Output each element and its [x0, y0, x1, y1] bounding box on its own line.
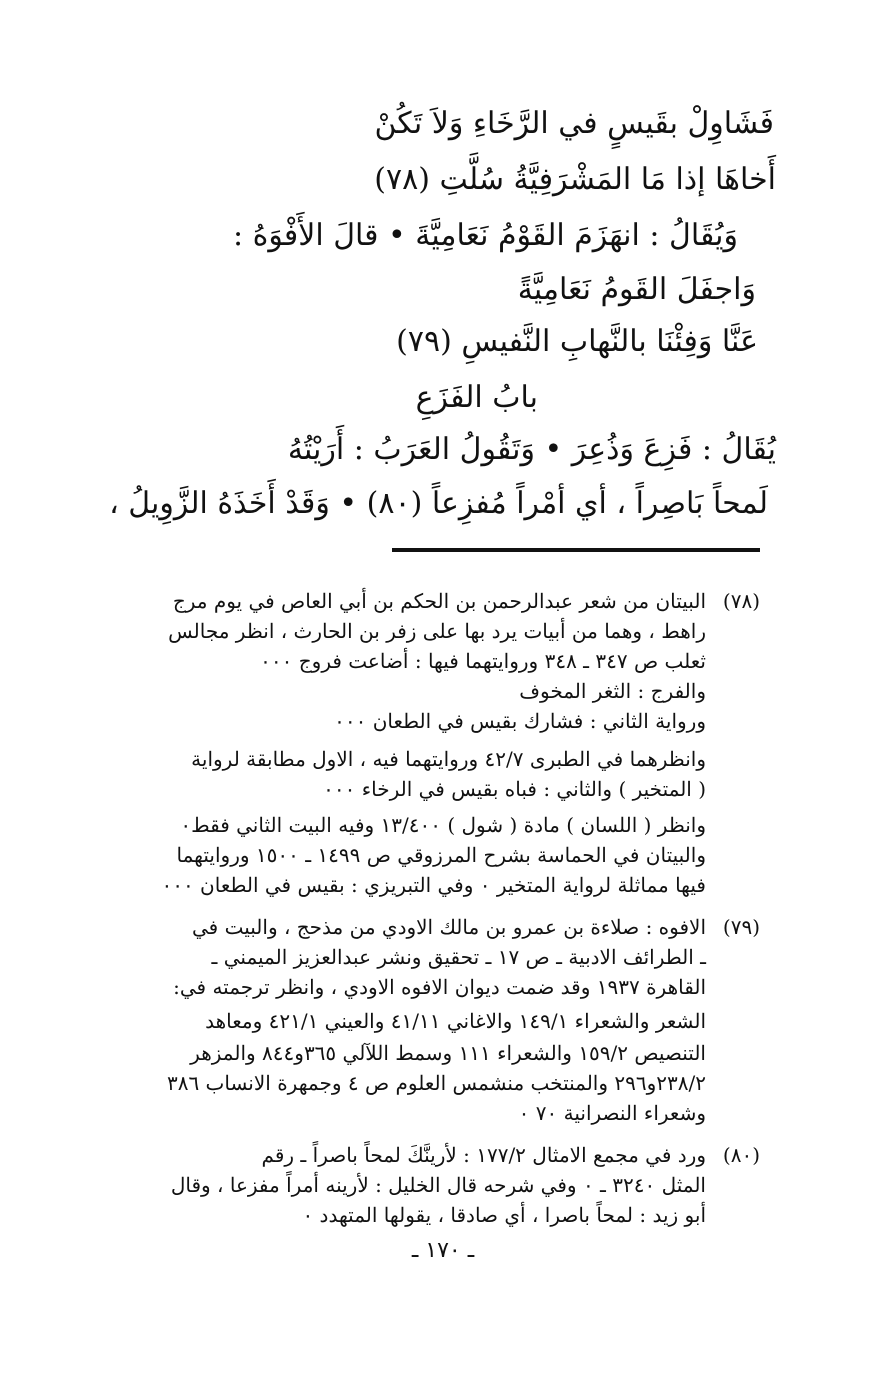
footnote-79-line-1: الافوه : صلاءة بن عمرو بن مالك الاودي من مذحج ، والبيت في	[192, 915, 706, 939]
footnote-divider	[392, 548, 760, 552]
footnote-78-line-8: وانظر ( اللسان ) مادة ( شول ) ١٣/٤٠٠ وفيه البيت الثاني فقط٠	[180, 813, 706, 837]
verse-line-1: فَشَاوِلْ بقَيسٍ في الرَّخَاءِ وَلاَ تَكُنْ	[374, 106, 774, 141]
footnote-78-line-1: البيتان من شعر عبدالرحمن بن الحكم بن أبي العاص في يوم مرج	[172, 589, 706, 613]
footnote-78-line-7: ( المتخير ) والثاني : فباه بقيس في الرخاء ٠٠٠	[323, 777, 706, 801]
footnote-79-line-4: الشعر والشعراء ١٤٩/١ والاغاني ٤١/١١ والعيني ٤٢١/١ ومعاهد	[205, 1009, 706, 1033]
footnote-78-line-3: ثعلب ص ٣٤٧ ـ ٣٤٨ وروايتهما فيها : أضاعت فروج ٠٠٠	[260, 649, 706, 673]
verse-line-2: أَخاهَا إذا مَا المَشْرَفِيَّةُ سُلَّتِ (٧٨)	[374, 162, 776, 197]
footnote-80-line-1: ورد في مجمع الامثال ١٧٧/٢ : لأرينَّكَ لمحاً باصراً ـ رقم	[261, 1143, 706, 1167]
footnote-80-line-3: أبو زيد : لمحاً باصرا ، أي صادقا ، يقولها المتهدد ٠	[302, 1203, 706, 1227]
verse-line-5: عَنَّا وَفِئْنَا بالنَّهابِ النَّفيسِ (٧٩)	[396, 324, 758, 359]
section-heading: بابُ الفَزَعِ	[415, 380, 538, 415]
footnote-78-line-6: وانظرهما في الطبرى ٤٢/٧ وروايتهما فيه ، الاول مطابقة لرواية	[191, 747, 706, 771]
footnote-78-line-5: ورواية الثاني : فشارك بقيس في الطعان ٠٠٠	[334, 709, 706, 733]
footnote-78-line-4: والفرج : الثغر المخوف	[519, 679, 706, 703]
footnote-80-line-2: المثل ٣٢٤٠ ـ ٠ وفي شرحه قال الخليل : لأرينه أمراً مفزعا ، وقال	[170, 1173, 706, 1197]
footnote-79-line-5: التنصيص ١٥٩/٢ والشعراء ١١١ وسمط اللآلي ٣٦٥و٨٤٤ والمزهر	[190, 1041, 706, 1065]
prose-line-2: لَمحاً بَاصِراً ، أي أمْراً مُفزِعاً (٨٠) • وَقَدْ أَخَذَهُ الزَّوِيلُ ،	[109, 486, 768, 521]
footnote-79-line-2: ـ الطرائف الادبية ـ ص ١٧ ـ تحقيق ونشر عبدالعزيز الميمني ـ	[211, 945, 706, 969]
footnote-78-line-2: راهط ، وهما من أبيات يرد بها على زفر بن الحارث ، انظر مجالس	[168, 619, 706, 643]
footnote-79-line-7: وشعراء النصرانية ٧٠ ٠	[518, 1101, 706, 1125]
footnote-79-line-6: ٢٣٨/٢و٢٩٦ والمنتخب منشمس العلوم ص ٤ وجمهرة الانساب ٣٨٦	[166, 1071, 706, 1095]
footnote-number-79: (٧٩)	[722, 915, 760, 939]
footnote-79-line-3: القاهرة ١٩٣٧ وقد ضمت ديوان الافوه الاودي ، وانظر ترجمته في:	[173, 975, 706, 999]
footnote-number-78: (٧٨)	[722, 589, 760, 613]
page-number: ـ ١٧٠ ـ	[411, 1238, 475, 1263]
footnote-number-80: (٨٠)	[722, 1143, 760, 1167]
verse-line-3: وَيُقَالُ : انهَزَمَ القَوْمُ نَعَامِيَّةَ • قالَ الأَفْوَهُ :	[233, 218, 738, 253]
prose-line-1: يُقَالُ : فَزِعَ وَذُعِرَ • وَتَقُولُ العَرَبُ : أَرَيْتُهُ	[287, 432, 776, 467]
verse-line-4: وَاجفَلَ القَومُ نَعَامِيَّةً	[517, 272, 756, 307]
footnote-78-line-10: فيها مماثلة لرواية المتخير ٠ وفي التبريزي : بقيس في الطعان ٠٠٠	[161, 873, 706, 897]
footnote-78-line-9: والبيتان في الحماسة بشرح المرزوقي ص ١٤٩٩ ـ ١٥٠٠ وروايتهما	[176, 843, 706, 867]
